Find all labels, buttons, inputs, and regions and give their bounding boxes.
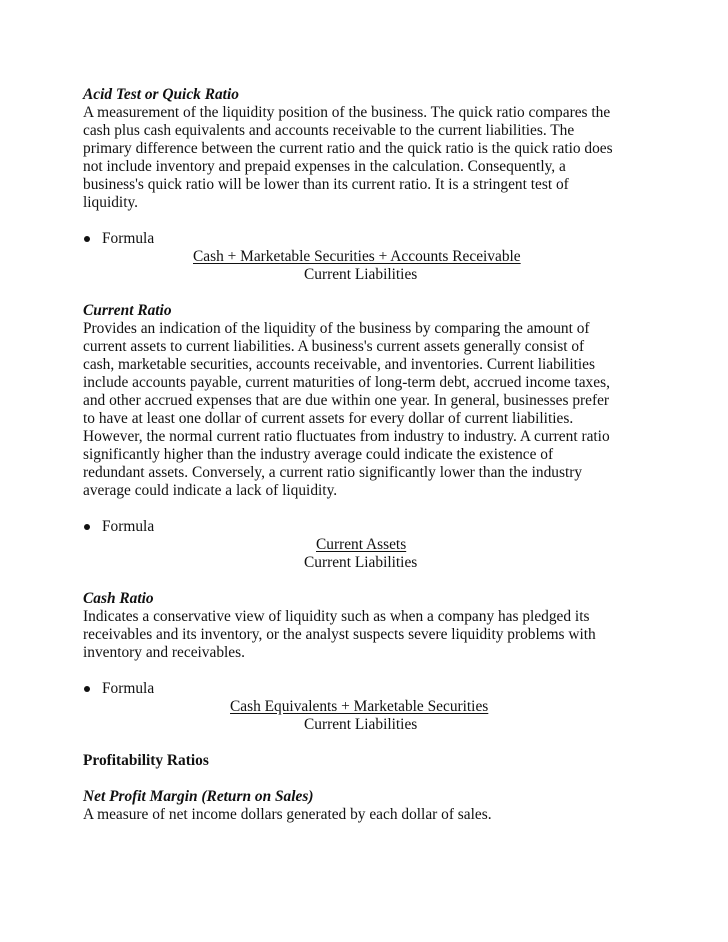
paragraph-line: to have at least one dollar of current assets for every dollar of current liabilities. xyxy=(83,410,574,427)
paragraph-line: include accounts payable, current maturities of long-term debt, accrued income taxes, xyxy=(83,374,610,391)
paragraph-line: average could indicate a lack of liquidity. xyxy=(83,482,338,499)
paragraph-line: inventory and receivables. xyxy=(83,644,245,661)
paragraph-line: A measure of net income dollars generated by each dollar of sales. xyxy=(83,806,492,823)
current-ratio-formula xyxy=(83,536,653,572)
paragraph-line: Provides an indication of the liquidity of the business by comparing the amount of xyxy=(83,320,590,337)
paragraph-line: current assets to current liabilities. A business's current assets generally consist of xyxy=(83,338,585,355)
formula-bullet xyxy=(83,680,653,698)
paragraph-line: Indicates a conservative view of liquidity such as when a company has pledged its xyxy=(83,608,590,625)
acid-test-section xyxy=(83,86,653,284)
current-ratio-heading: Current Ratio xyxy=(83,302,172,319)
profitability-section xyxy=(83,752,653,770)
current-ratio-section xyxy=(83,302,653,572)
paragraph-line: business's quick ratio will be lower than its current ratio. It is a stringent test of xyxy=(83,176,569,193)
bullet-icon xyxy=(84,524,90,530)
paragraph-line: primary difference between the current ratio and the quick ratio is the quick ratio does xyxy=(83,140,613,157)
formula-bullet xyxy=(83,230,653,248)
cash-ratio-section xyxy=(83,590,653,734)
cash-ratio-heading: Cash Ratio xyxy=(83,590,154,607)
paragraph-line: and other accrued expenses that are due within one year. In general, businesses prefer xyxy=(83,392,610,409)
paragraph-line: cash plus cash equivalents and accounts receivable to the current liabilities. The xyxy=(83,122,575,139)
paragraph-line: A measurement of the liquidity position of the business. The quick ratio compares the xyxy=(83,104,611,121)
bullet-icon xyxy=(84,236,90,242)
formula-bullet xyxy=(83,518,653,536)
net-profit-margin-paragraph xyxy=(83,806,653,824)
net-profit-margin-section xyxy=(83,788,653,824)
paragraph-line: redundant assets. Conversely, a current ratio significantly lower than the industry xyxy=(83,464,583,481)
paragraph-line: not include inventory and prepaid expenses in the calculation. Consequently, a xyxy=(83,158,566,175)
paragraph-line: significantly higher than the industry average could indicate the existence of xyxy=(83,446,554,463)
document-page xyxy=(83,86,653,824)
acid-test-formula xyxy=(83,248,653,284)
formula-label: Formula xyxy=(102,230,155,247)
current-ratio-paragraph xyxy=(83,320,653,500)
cash-ratio-formula xyxy=(83,698,653,734)
cash-ratio-paragraph xyxy=(83,608,653,662)
formula-denominator: Current Liabilities xyxy=(304,554,418,571)
formula-denominator: Current Liabilities xyxy=(304,266,418,283)
paragraph-line: liquidity. xyxy=(83,194,139,211)
formula-label: Formula xyxy=(102,680,155,697)
paragraph-line: cash, marketable securities, accounts receivable, and inventories. Current liabilities xyxy=(83,356,595,373)
formula-numerator: Current Assets xyxy=(316,536,407,553)
formula-denominator: Current Liabilities xyxy=(304,716,418,733)
net-profit-margin-heading: Net Profit Margin (Return on Sales) xyxy=(83,788,314,805)
profitability-heading: Profitability Ratios xyxy=(83,752,209,769)
formula-label: Formula xyxy=(102,518,155,535)
paragraph-line: However, the normal current ratio fluctuates from industry to industry. A current ratio xyxy=(83,428,610,445)
formula-numerator: Cash Equivalents + Marketable Securities xyxy=(230,698,489,715)
paragraph-line: receivables and its inventory, or the analyst suspects severe liquidity problems with xyxy=(83,626,596,643)
formula-numerator: Cash + Marketable Securities + Accounts Receivable xyxy=(193,248,521,265)
acid-test-heading: Acid Test or Quick Ratio xyxy=(83,86,239,103)
acid-test-paragraph xyxy=(83,104,653,212)
bullet-icon xyxy=(84,686,90,692)
